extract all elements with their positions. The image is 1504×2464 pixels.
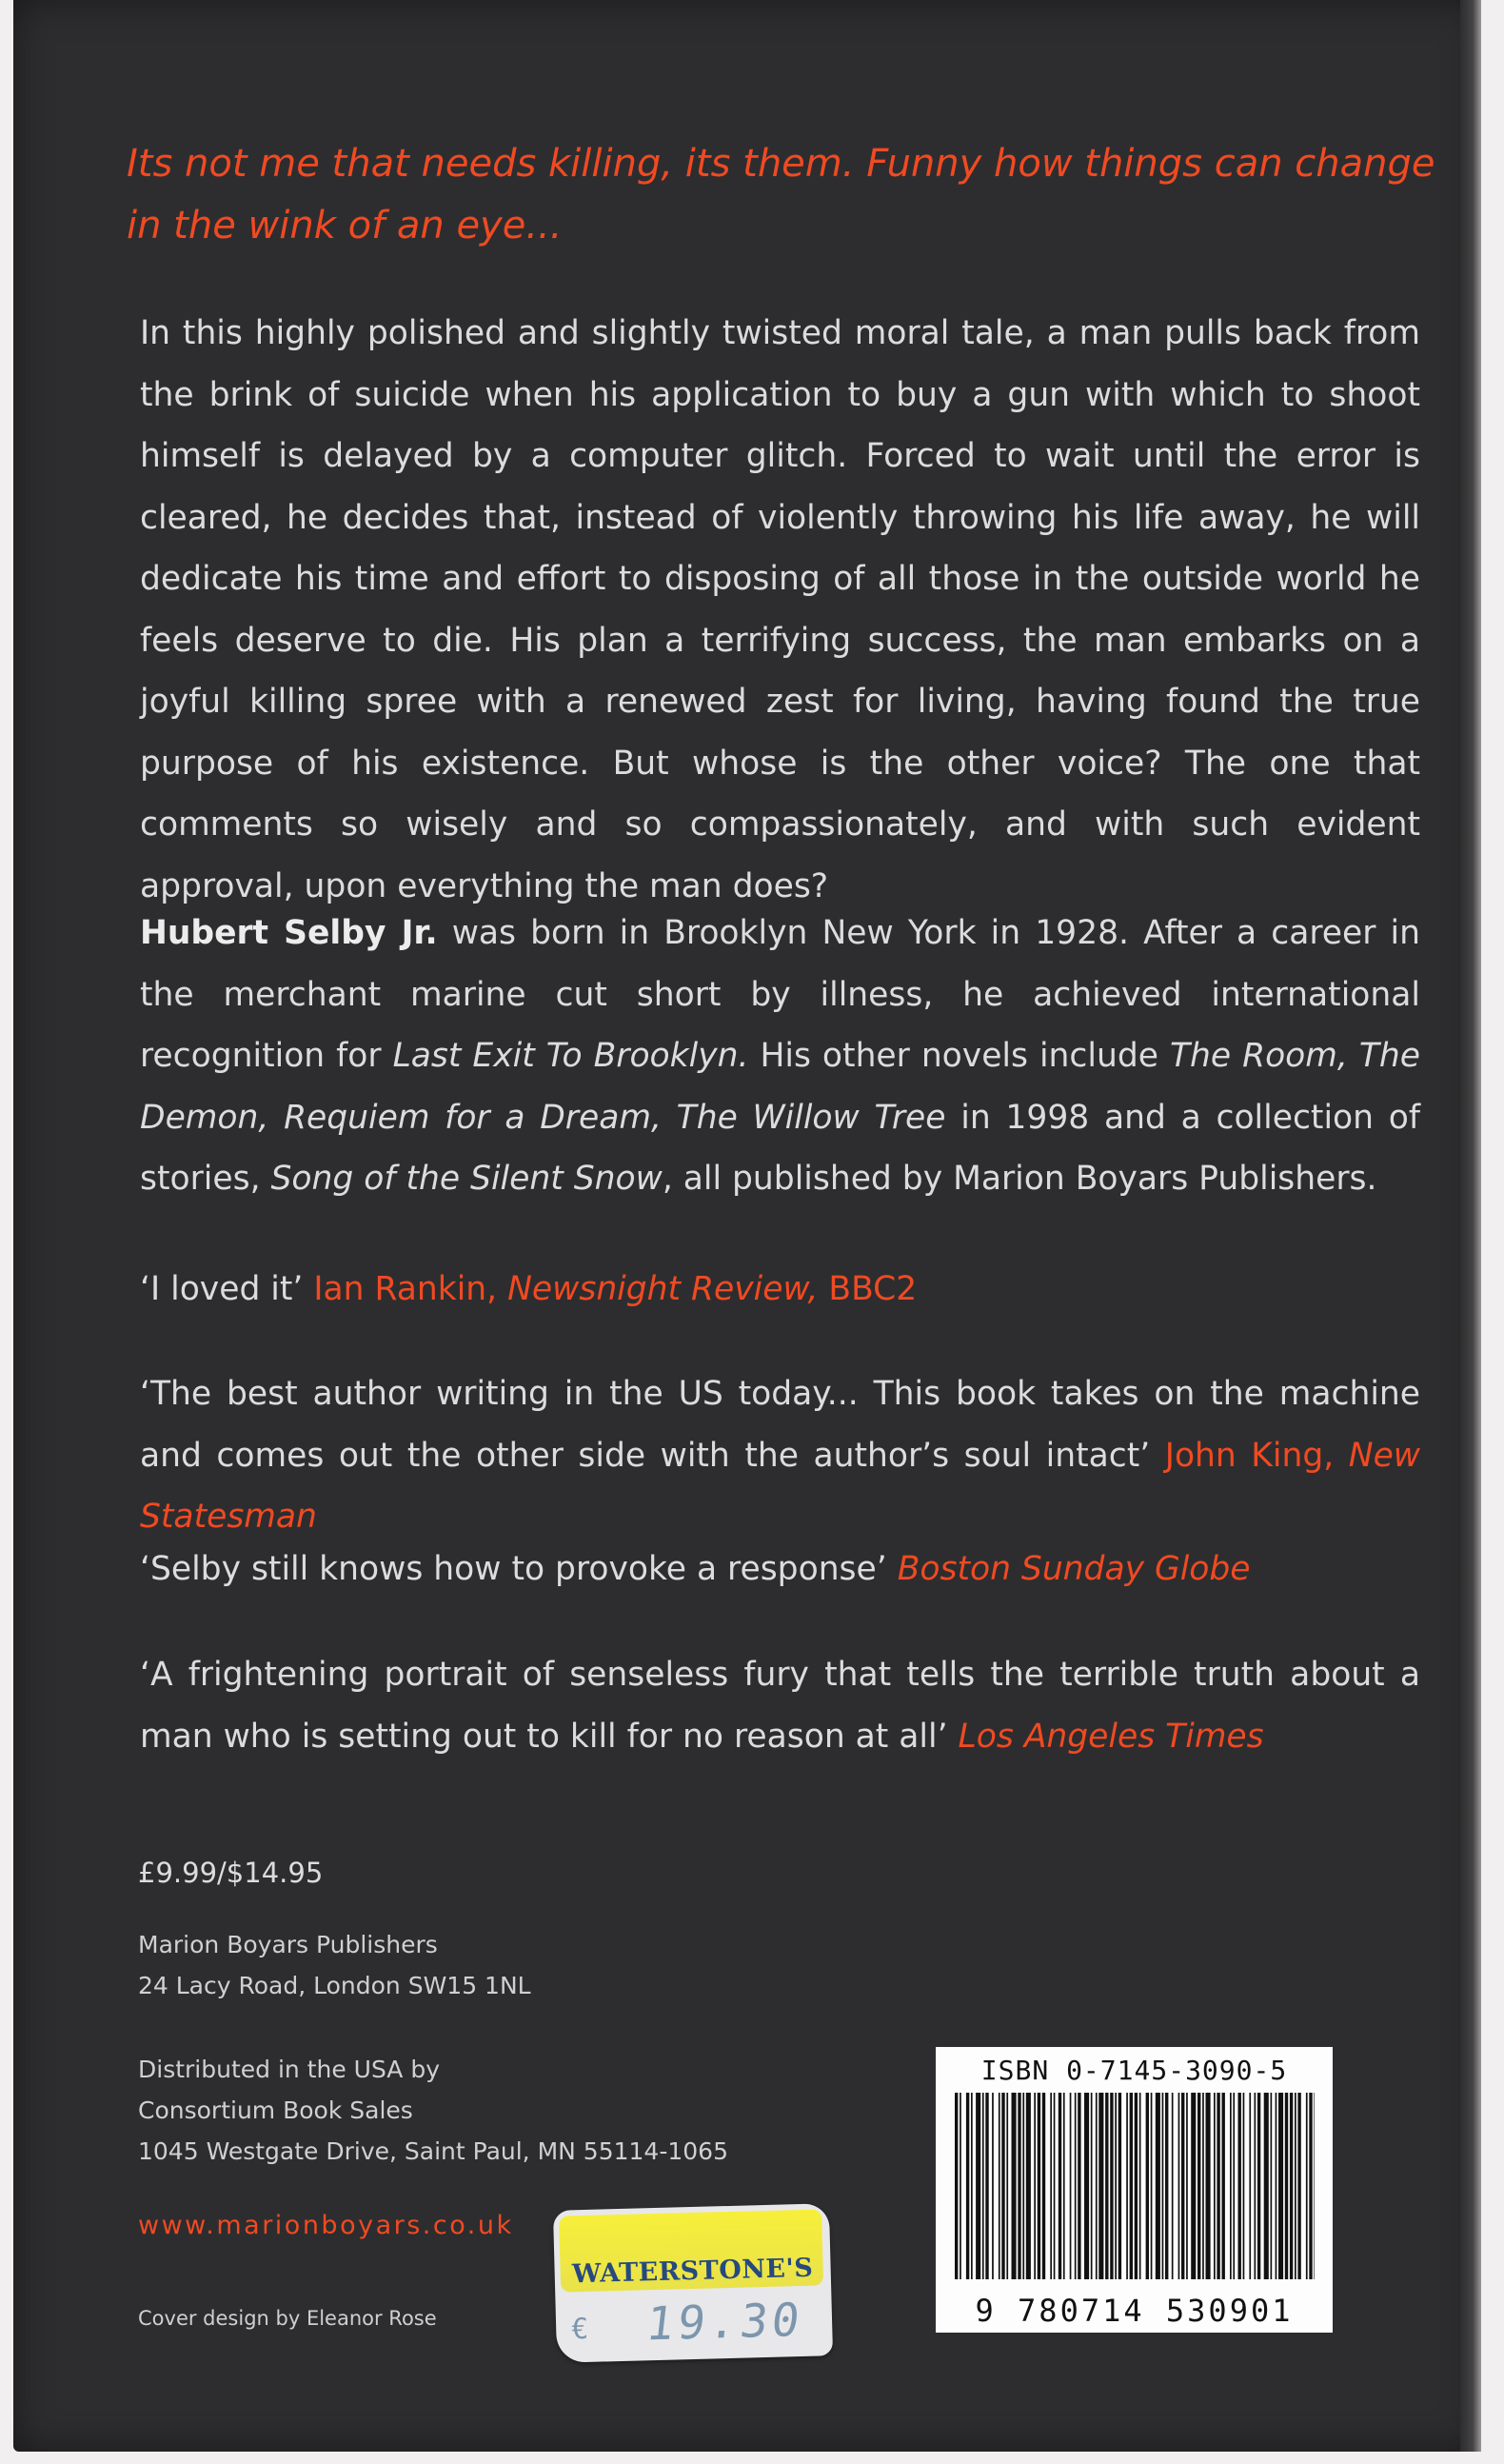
quote-source-extra: BBC2 — [818, 1270, 918, 1308]
publisher-website[interactable]: www.marionboyars.co.uk — [138, 2211, 514, 2240]
bio-text-2: His other novels include — [748, 1037, 1170, 1075]
review-quote — [140, 1259, 1420, 1321]
sticker-currency: € — [570, 2312, 589, 2347]
quote-publication: New Statesman — [140, 1436, 1421, 1536]
quote-publication: Newsnight Review, — [507, 1270, 819, 1308]
distribution-line-2: Consortium Book Sales — [138, 2096, 413, 2124]
isbn-number: ISBN 0-7145-3090-5 — [980, 2055, 1288, 2086]
ean-number: 9 780714 530901 — [975, 2293, 1294, 2329]
price: £9.99/$14.95 — [138, 1857, 324, 1889]
cover-credit: Cover design by Eleanor Rose — [138, 2307, 437, 2330]
price-sticker — [553, 2203, 833, 2363]
distribution-info — [138, 2049, 728, 2172]
review-quote — [140, 1539, 1420, 1600]
barcode-icon — [955, 2093, 1315, 2279]
bio-book-3: Song of the Silent Snow — [270, 1160, 663, 1198]
publisher-name: Marion Boyars Publishers — [138, 1931, 438, 1958]
quote-source: Ian Rankin, — [313, 1270, 508, 1308]
bio-text-1: was born in Brooklyn New York in 1928. After a career in the merchant marine cut short by illness, he achieved international recognition for — [140, 914, 1420, 1075]
isbn-barcode — [936, 2047, 1333, 2333]
quote-publication: Boston Sunday Globe — [897, 1550, 1251, 1588]
author-bio — [140, 903, 1420, 1210]
cover-spine-edge — [1460, 0, 1481, 2452]
distribution-line-3: 1045 Westgate Drive, Saint Paul, MN 55114-1065 — [138, 2137, 728, 2165]
publisher-address: 24 Lacy Road, London SW15 1NL — [138, 1972, 531, 1999]
quote-text: ‘I loved it’ — [140, 1270, 304, 1308]
review-quote — [140, 1363, 1420, 1548]
sticker-store-name: WATERSTONE'S — [571, 2253, 814, 2290]
sticker-price: 19.30 — [643, 2293, 806, 2352]
bio-book-2: The Room, The Demon, Requiem for a Dream, The Willow Tree — [140, 1037, 1420, 1137]
quote-text: ‘Selby still knows how to provoke a response’ — [140, 1550, 887, 1588]
distribution-line-1: Distributed in the USA by — [138, 2056, 441, 2083]
bio-text-4: , all published by Marion Boyars Publishers. — [662, 1160, 1377, 1198]
review-quote — [140, 1644, 1420, 1767]
quote-text: ‘The best author writing in the US today... This book takes on the machine and comes out the other side with the author’s soul intact’ — [140, 1375, 1420, 1475]
publisher-info — [138, 1924, 531, 2006]
author-name: Hubert Selby Jr. — [140, 914, 438, 952]
bio-text-3: in 1998 and a collection of stories, — [140, 1098, 1420, 1198]
quote-source: John King, — [1164, 1436, 1349, 1475]
synopsis: In this highly polished and slightly twisted moral tale, a man pulls back from the brink of suicide when his application to buy a gun with which to shoot himself is delayed by a computer glitch. Forced to wait until the error is cleared, he decides that, instead of violently throwing his life away, he will dedicate his time and effort to disposing of all those in the outside world he feels deserve to die. His plan a terrifying success, the man embarks on a joyful killing spree with a renewed zest for living, having found the true purpose of his existence. But whose is the other voice? The one that comments so wisely and so compassionately, and with such evident approval, upon everything the man does? — [140, 314, 1420, 905]
bio-book-1: Last Exit To Brooklyn. — [392, 1037, 749, 1075]
quote-text: ‘A frightening portrait of senseless fury that tells the terrible truth about a man who is setting out to kill for no reason at all’ — [140, 1656, 1420, 1756]
quote-publication: Los Angeles Times — [958, 1717, 1264, 1756]
tagline: Its not me that needs killing, its them. Funny how things can change in the wink of an eye... — [127, 142, 1435, 248]
